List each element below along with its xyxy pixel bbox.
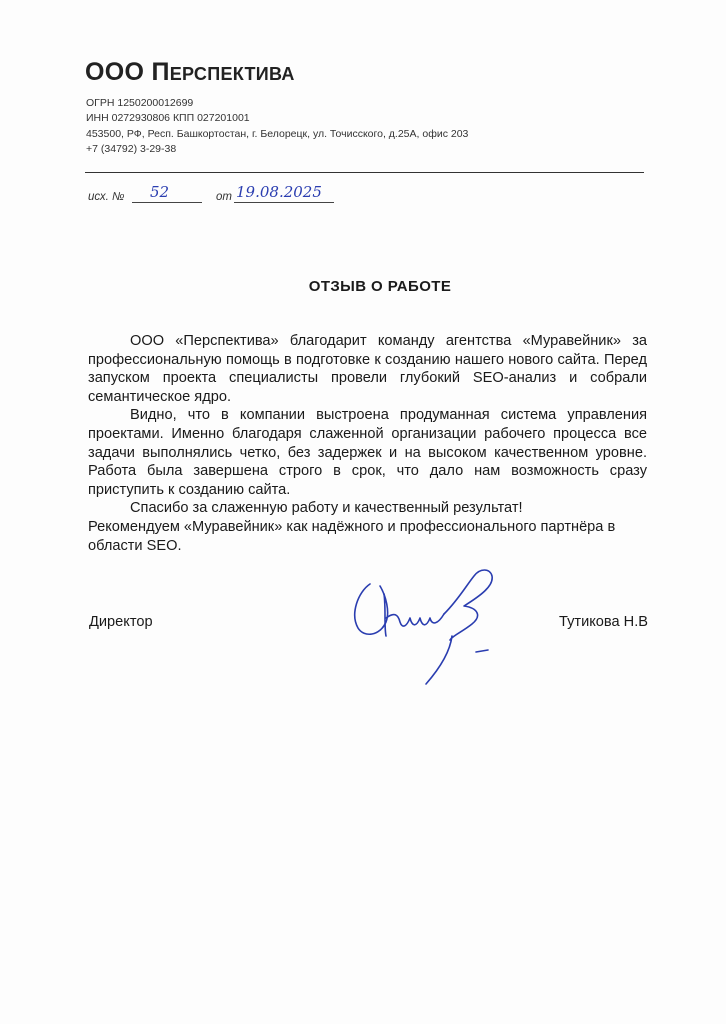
phone-text: +7 (34792) 3-29-38 xyxy=(86,142,177,155)
company-requisites xyxy=(86,96,468,157)
inn-kpp-text: ИНН 0272930806 КПП 027201001 xyxy=(86,112,250,125)
handwritten-signature xyxy=(340,556,510,696)
outgoing-number-line xyxy=(132,202,202,203)
letter-paragraph: Видно, что в компании выстроена продуманная система управления проектами. Именно благодаря слаженной организации рабочего процесса все задачи выполнялись четко, без задержек и на высоком качественном уровне. Работа была завершена строго в срок, что дало нам возможность сразу приступить к созданию сайта. xyxy=(88,407,647,498)
outgoing-number-value: 52 xyxy=(150,183,170,201)
outgoing-date-label: от xyxy=(216,191,232,203)
signatory-position: Директор xyxy=(89,614,153,630)
letter-paragraph: ООО «Перспектива» благодарит команду агентства «Муравейник» за профессиональную помощь в подготовке к созданию нашего нового сайта. Перед запуском проекта специалисты провели глубокий SEO-анализ и собрали семантическое ядро. xyxy=(88,333,647,405)
outgoing-date-value: 19.08.2025 xyxy=(236,183,322,201)
outgoing-number-label: исх. № xyxy=(88,191,125,203)
ogrn-text: ОГРН 1250200012699 xyxy=(86,97,194,109)
letter-body xyxy=(88,332,647,555)
letter-title: ОТЗЫВ О РАБОТЕ xyxy=(308,278,452,295)
letter-paragraph: Рекомендуем «Муравейник» как надёжного и профессионального партнёра в области SEO. xyxy=(88,518,616,554)
outgoing-date-line xyxy=(234,202,334,203)
company-name: ООО Перспектива xyxy=(85,58,295,86)
header-divider xyxy=(85,172,644,173)
outgoing-number-row xyxy=(88,181,358,209)
signatory-name: Тутикова Н.В xyxy=(559,614,648,630)
address-text: 453500, РФ, Респ. Башкортостан, г. Белорецк, ул. Точисского, д.25А, офис 203 xyxy=(86,127,469,140)
letter-paragraph: Спасибо за слаженную работу и качественный результат! xyxy=(130,500,523,517)
